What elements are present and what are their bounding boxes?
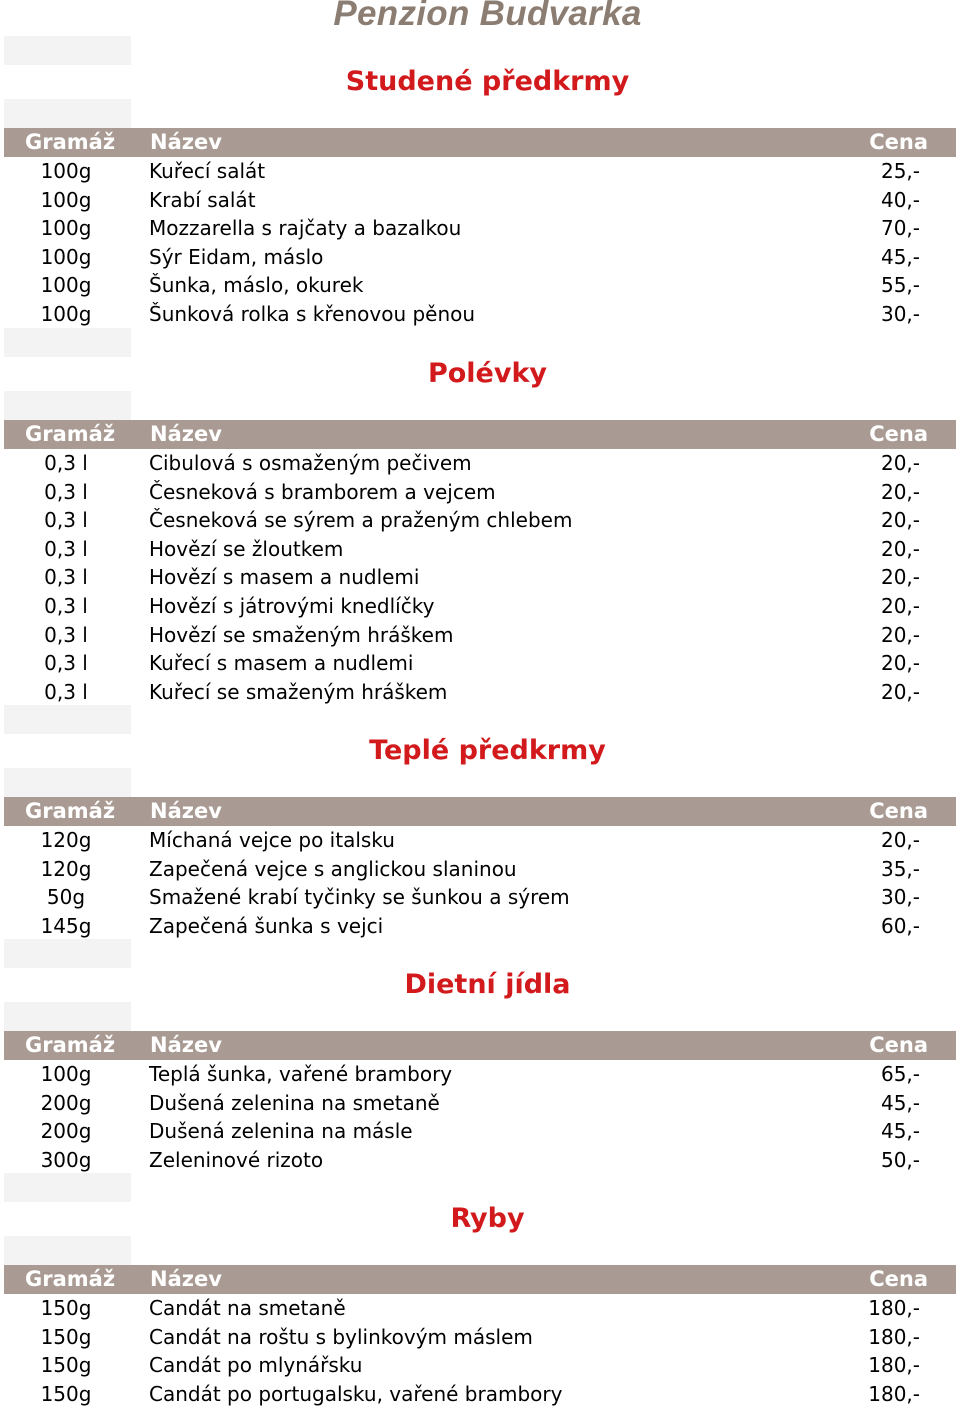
section-title: Dietní jídla [404, 969, 571, 1000]
menu-item [0, 1351, 960, 1380]
menu-item [0, 1380, 960, 1408]
item-price: 30,- [880, 301, 920, 326]
item-price: 45,- [880, 1119, 920, 1144]
menu-item [0, 1294, 960, 1323]
item-name: Šunková rolka s křenovou pěnou [149, 301, 476, 326]
item-price: 180,- [868, 1296, 920, 1320]
menu-item [0, 186, 960, 215]
item-name: Šunka, máslo, okurek [149, 273, 364, 298]
menu-item [0, 649, 960, 678]
menu-item [0, 912, 960, 941]
menu-item [0, 478, 960, 507]
item-name: Česneková s bramborem a vejcem [149, 479, 496, 504]
menu-item [0, 243, 960, 272]
item-weight: 120g [40, 828, 92, 852]
menu-item [0, 563, 960, 592]
menu-item [0, 1060, 960, 1089]
item-price: 60,- [880, 913, 920, 938]
item-weight: 0,3 l [44, 508, 88, 533]
column-header-name: Název [150, 1267, 222, 1291]
item-weight: 100g [40, 273, 92, 298]
restaurant-title: Penzion Budvarka [333, 0, 642, 33]
section-title: Teplé předkrmy [369, 735, 606, 766]
item-name: Candát na smetaně [149, 1296, 346, 1320]
spacer-bar [4, 1173, 131, 1202]
item-price: 25,- [880, 159, 920, 183]
column-header-name: Název [150, 799, 222, 823]
column-header [4, 128, 956, 157]
item-name: Česneková se sýrem a praženým chlebem [149, 508, 573, 533]
spacer-bar [4, 1002, 131, 1031]
item-price: 50,- [880, 1147, 920, 1172]
menu-item [0, 300, 960, 329]
item-weight: 50g [46, 885, 86, 910]
column-header [4, 797, 956, 826]
item-weight: 0,3 l [44, 565, 88, 590]
item-weight: 150g [40, 1324, 92, 1349]
item-price: 180,- [868, 1324, 920, 1349]
column-header [4, 1031, 956, 1060]
item-weight: 200g [40, 1119, 92, 1144]
menu-item [0, 621, 960, 650]
item-name: Smažené krabí tyčinky se šunkou a sýrem [149, 885, 570, 910]
item-price: 20,- [880, 451, 920, 475]
column-header-weight: Gramáž [25, 422, 116, 446]
item-weight: 300g [40, 1147, 92, 1172]
menu-item [0, 535, 960, 564]
menu-list [0, 1294, 960, 1408]
section-title: Studené předkrmy [345, 66, 630, 97]
menu-item [0, 1089, 960, 1118]
menu-item [0, 1117, 960, 1146]
item-name: Hovězí s játrovými knedlíčky [149, 593, 435, 618]
column-header-weight: Gramáž [25, 130, 116, 154]
item-name: Candát na roštu s bylinkovým máslem [149, 1324, 533, 1349]
item-name: Zeleninové rizoto [149, 1147, 324, 1172]
spacer-bar [4, 99, 131, 128]
item-price: 70,- [880, 216, 920, 241]
item-name: Zapečená šunka s vejci [149, 913, 384, 938]
item-weight: 100g [40, 1062, 92, 1086]
column-header-price: Cena [869, 1267, 928, 1291]
item-price: 35,- [880, 856, 920, 881]
column-header [4, 1265, 956, 1294]
item-name: Candát po mlynářsku [149, 1353, 363, 1378]
item-weight: 150g [40, 1381, 92, 1406]
menu-list [0, 1060, 960, 1174]
menu-item [0, 1323, 960, 1352]
column-header-name: Název [150, 1033, 222, 1057]
item-name: Kuřecí salát [149, 159, 266, 183]
item-price: 30,- [880, 885, 920, 910]
item-weight: 145g [40, 913, 92, 938]
item-price: 20,- [880, 593, 920, 618]
item-name: Teplá šunka, vařené brambory [149, 1062, 453, 1086]
menu-item [0, 678, 960, 707]
item-price: 20,- [880, 508, 920, 533]
item-weight: 150g [40, 1353, 92, 1378]
item-price: 45,- [880, 1090, 920, 1115]
item-weight: 0,3 l [44, 451, 88, 475]
item-name: Candát po portugalsku, vařené brambory [149, 1381, 563, 1406]
column-header-price: Cena [869, 130, 928, 154]
item-weight: 120g [40, 856, 92, 881]
item-name: Kuřecí se smaženým hráškem [149, 679, 448, 704]
item-weight: 0,3 l [44, 622, 88, 647]
column-header [4, 420, 956, 449]
spacer-bar [4, 328, 131, 357]
column-header-price: Cena [869, 799, 928, 823]
menu-item [0, 826, 960, 855]
item-weight: 100g [40, 301, 92, 326]
column-header-price: Cena [869, 1033, 928, 1057]
item-name: Sýr Eidam, máslo [149, 244, 324, 269]
spacer-bar [4, 939, 131, 968]
menu-list [0, 826, 960, 940]
item-name: Zapečená vejce s anglickou slaninou [149, 856, 517, 881]
spacer-bar [4, 36, 131, 65]
column-header-name: Název [150, 130, 222, 154]
item-weight: 100g [40, 216, 92, 241]
spacer-bar [4, 391, 131, 420]
column-header-weight: Gramáž [25, 799, 116, 823]
item-price: 180,- [868, 1381, 920, 1406]
item-name: Cibulová s osmaženým pečivem [149, 451, 472, 475]
column-header-weight: Gramáž [25, 1033, 116, 1057]
item-price: 180,- [868, 1353, 920, 1378]
menu-item [0, 449, 960, 478]
item-name: Kuřecí s masem a nudlemi [149, 651, 414, 676]
item-price: 20,- [880, 651, 920, 676]
item-price: 65,- [880, 1062, 920, 1086]
item-name: Krabí salát [149, 187, 256, 212]
item-weight: 100g [40, 159, 92, 183]
menu-item [0, 883, 960, 912]
section-title: Ryby [450, 1203, 525, 1234]
menu-item [0, 592, 960, 621]
spacer-bar [4, 705, 131, 734]
item-price: 55,- [880, 273, 920, 298]
item-name: Mozzarella s rajčaty a bazalkou [149, 216, 462, 241]
item-name: Míchaná vejce po italsku [149, 828, 395, 852]
menu-item [0, 1146, 960, 1175]
item-name: Hovězí s masem a nudlemi [149, 565, 420, 590]
item-price: 40,- [880, 187, 920, 212]
menu-list [0, 449, 960, 706]
menu-list [0, 157, 960, 329]
item-name: Hovězí se žloutkem [149, 536, 344, 561]
item-weight: 150g [40, 1296, 92, 1320]
column-header-price: Cena [869, 422, 928, 446]
item-price: 20,- [880, 679, 920, 704]
item-weight: 100g [40, 244, 92, 269]
menu-item [0, 157, 960, 186]
item-price: 20,- [880, 479, 920, 504]
item-weight: 200g [40, 1090, 92, 1115]
item-price: 20,- [880, 536, 920, 561]
item-weight: 0,3 l [44, 593, 88, 618]
menu-item [0, 214, 960, 243]
menu-item [0, 506, 960, 535]
item-price: 20,- [880, 565, 920, 590]
item-weight: 100g [40, 187, 92, 212]
item-price: 20,- [880, 828, 920, 852]
item-price: 45,- [880, 244, 920, 269]
item-name: Hovězí se smaženým hráškem [149, 622, 454, 647]
column-header-weight: Gramáž [25, 1267, 116, 1291]
menu-item [0, 855, 960, 884]
spacer-bar [4, 768, 131, 797]
item-name: Dušená zelenina na smetaně [149, 1090, 440, 1115]
item-price: 20,- [880, 622, 920, 647]
menu-item [0, 271, 960, 300]
spacer-bar [4, 1236, 131, 1265]
item-weight: 0,3 l [44, 651, 88, 676]
column-header-name: Název [150, 422, 222, 446]
item-name: Dušená zelenina na másle [149, 1119, 413, 1144]
item-weight: 0,3 l [44, 536, 88, 561]
section-title: Polévky [427, 358, 548, 389]
item-weight: 0,3 l [44, 479, 88, 504]
item-weight: 0,3 l [44, 679, 88, 704]
